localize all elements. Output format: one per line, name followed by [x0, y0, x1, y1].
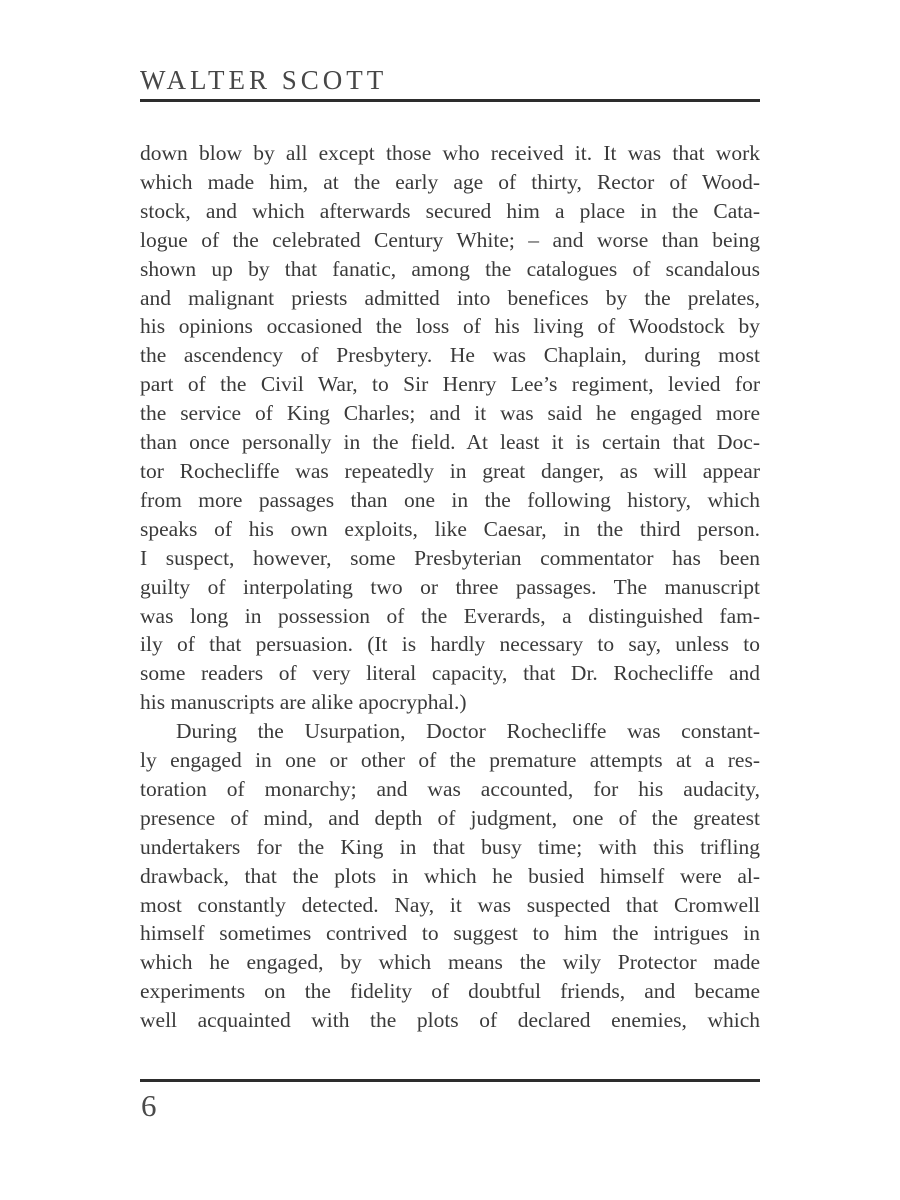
page-number: 6: [141, 1088, 157, 1123]
text-line: During the Usurpation, Doctor Rochecliffe was constant-: [176, 719, 760, 744]
text-line: was long in possession of the Everards, a distinguished fam-: [140, 603, 760, 628]
text-line: toration of monarchy; and was accounted, for his audacity,: [140, 776, 760, 801]
text-line: down blow by all except those who received it. It was that work: [140, 141, 760, 165]
text-line: and malignant priests admitted into benefices by the prelates,: [140, 285, 760, 310]
header-rule: [140, 99, 760, 102]
body-text: [140, 139, 760, 1035]
text-line: his manuscripts are alike apocryphal.): [140, 690, 467, 715]
text-line: his opinions occasioned the loss of his living of Woodstock by: [140, 314, 760, 339]
text-line: well acquainted with the plots of declared enemies, which: [140, 1008, 760, 1033]
text-line: than once personally in the field. At least it is certain that Doc-: [140, 430, 760, 455]
text-line: the service of King Charles; and it was said he engaged more: [140, 401, 760, 426]
text-line: tor Rochecliffe was repeatedly in great danger, as will appear: [140, 458, 760, 483]
text-line: undertakers for the King in that busy time; with this trifling: [140, 834, 760, 859]
text-line: speaks of his own exploits, like Caesar, in the third person.: [140, 516, 760, 541]
text-line: guilty of interpolating two or three passages. The manuscript: [140, 574, 760, 599]
text-line: stock, and which afterwards secured him a place in the Cata-: [140, 198, 760, 223]
footer-rule: [140, 1079, 760, 1082]
text-line: I suspect, however, some Presbyterian commentator has been: [140, 545, 760, 570]
text-line: ly engaged in one or other of the premature attempts at a res-: [140, 748, 760, 773]
text-line: logue of the celebrated Century White; – and worse than being: [140, 227, 760, 252]
text-line: which he engaged, by which means the wily Protector made: [140, 950, 760, 975]
text-line: himself sometimes contrived to suggest to him the intrigues in: [140, 921, 760, 946]
text-line: which made him, at the early age of thirty, Rector of Wood-: [140, 169, 760, 194]
text-line: some readers of very literal capacity, that Dr. Rochecliffe and: [140, 661, 760, 686]
text-line: most constantly detected. Nay, it was suspected that Cromwell: [140, 892, 760, 917]
text-line: experiments on the fidelity of doubtful friends, and became: [140, 979, 760, 1004]
running-header: [140, 66, 760, 96]
text-line: ily of that persuasion. (It is hardly necessary to say, unless to: [140, 632, 760, 657]
text-line: from more passages than one in the following history, which: [140, 487, 760, 512]
text-line: the ascendency of Presbytery. He was Chaplain, during most: [140, 343, 760, 368]
author-name: WALTER SCOTT: [140, 65, 388, 95]
text-line: part of the Civil War, to Sir Henry Lee’s regiment, levied for: [140, 372, 760, 397]
text-line: shown up by that fanatic, among the catalogues of scandalous: [140, 256, 760, 281]
text-line: presence of mind, and depth of judgment, one of the greatest: [140, 805, 760, 830]
text-line: drawback, that the plots in which he busied himself were al-: [140, 863, 760, 888]
